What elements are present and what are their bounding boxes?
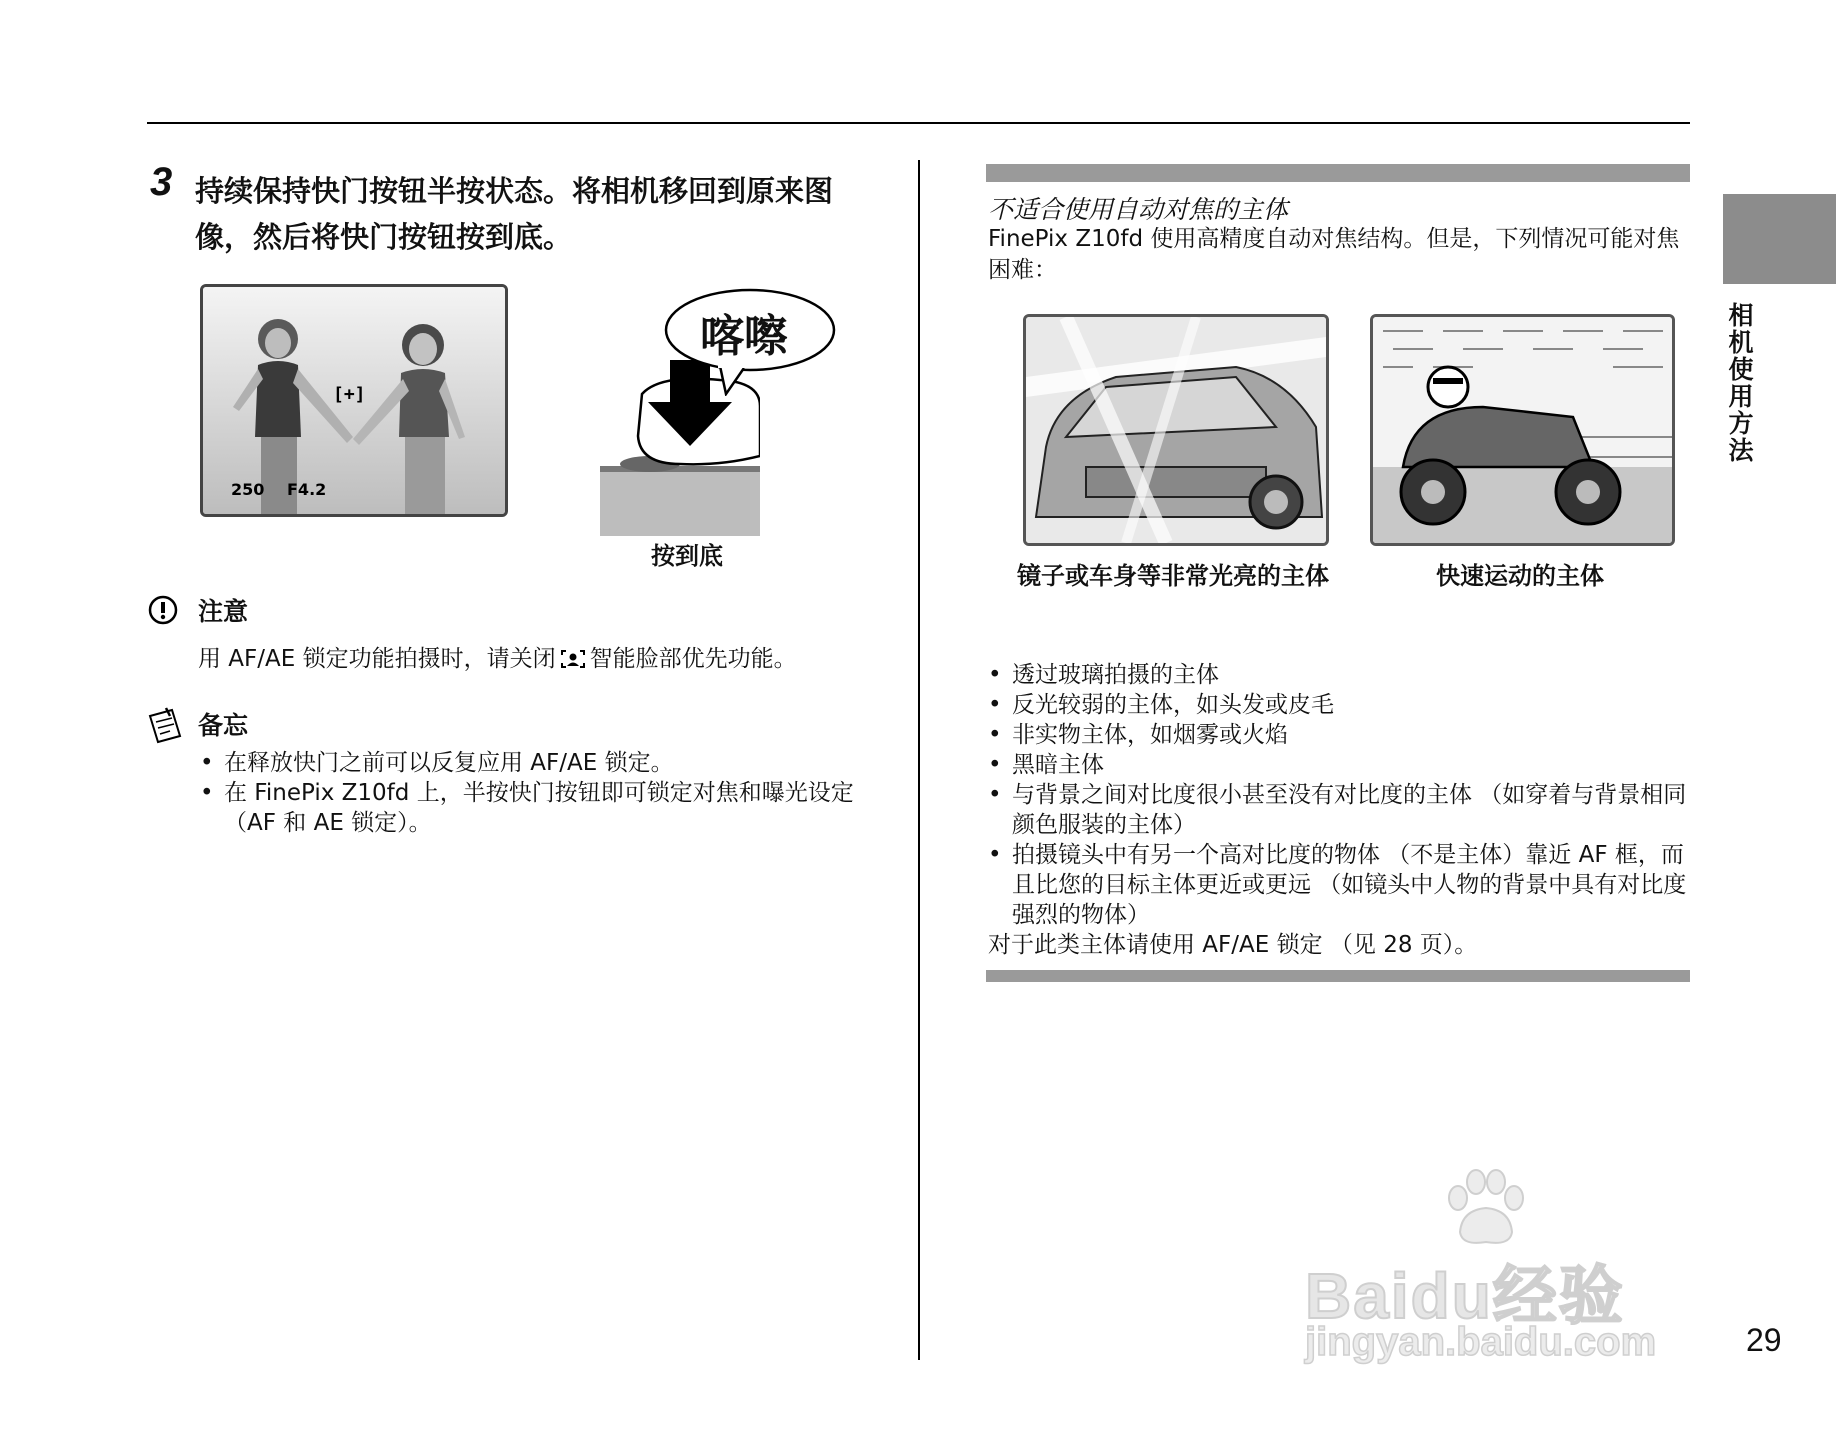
list-item: • 透过玻璃拍摄的主体: [988, 660, 1694, 690]
memo-title: 备忘: [198, 711, 249, 740]
af-frame-indicator: [+]: [333, 384, 366, 405]
watermark-logo: Baidu经验: [1305, 1260, 1625, 1332]
section-top-bar: [986, 164, 1690, 182]
caution-icon: [147, 594, 179, 626]
shiny-car-illustration: [1023, 314, 1329, 546]
list-item: • 反光较弱的主体，如头发或皮毛: [988, 690, 1694, 720]
list-item: • 与背景之间对比度很小甚至没有对比度的主体 （如穿着与背景相同颜色服装的主体）: [988, 780, 1694, 840]
section-title: 不适合使用自动对焦的主体: [988, 195, 1289, 224]
caption-fast-subject: 快速运动的主体: [1436, 562, 1604, 590]
caution-text-before: 用 AF/AE 锁定功能拍摄时，请关闭: [198, 646, 556, 672]
chapter-tab: [1723, 194, 1836, 284]
caption-shiny-subject: 镜子或车身等非常光亮的主体: [1017, 562, 1329, 590]
memo-icon: [146, 706, 186, 744]
section-bottom-bar: [986, 970, 1690, 982]
page-number: 29: [1746, 1322, 1782, 1358]
caution-text-after: 智能脸部优先功能。: [589, 646, 797, 672]
list-item: • 在释放快门之前可以反复应用 AF/AE 锁定。: [200, 748, 880, 778]
baidu-paw-icon: [1440, 1168, 1530, 1248]
chapter-label: 相机使用方法: [1725, 302, 1754, 464]
list-item: • 非实物主体，如烟雾或火焰: [988, 720, 1694, 750]
face-detection-icon: [560, 649, 586, 669]
watermark-url: jingyan.baidu.com: [1305, 1320, 1657, 1364]
press-fully-caption: 按到底: [651, 542, 723, 570]
caution-title: 注意: [198, 597, 249, 626]
list-item: • 黑暗主体: [988, 750, 1694, 780]
memo-list: [200, 748, 880, 838]
closing-note: 对于此类主体请使用 AF/AE 锁定 （见 28 页）。: [988, 932, 1478, 958]
lcd-shutter-speed: 250: [231, 480, 265, 499]
top-rule: [147, 122, 1690, 124]
lcd-aperture: F4.2: [287, 480, 327, 499]
step-number: 3: [150, 160, 173, 204]
section-intro: FinePix Z10fd 使用高精度自动对焦结构。但是，下列情况可能对焦困难：: [988, 226, 1680, 283]
lcd-photo: [200, 284, 508, 517]
motorcycle-drawing: [1373, 317, 1672, 543]
car-drawing: [1026, 317, 1326, 543]
step-text: 持续保持快门按钮半按状态。将相机移回到原来图像，然后将快门按钮按到底。: [195, 174, 834, 254]
list-item: • 拍摄镜头中有另一个高对比度的物体 （不是主体）靠近 AF 框，而且比您的目标主体更近或更远 （如镜头中人物的背景中具有对比度强烈的物体）: [988, 840, 1694, 930]
list-item: • 在 FinePix Z10fd 上，半按快门按钮即可锁定对焦和曝光设定 （AF 和 AE 锁定）。: [200, 778, 880, 838]
shutter-sound-text: 喀嚓: [700, 311, 788, 362]
column-divider: [918, 160, 920, 1360]
caution-text: [198, 640, 878, 673]
fast-motorcycle-illustration: [1370, 314, 1675, 546]
difficult-subjects-list: [988, 660, 1694, 930]
